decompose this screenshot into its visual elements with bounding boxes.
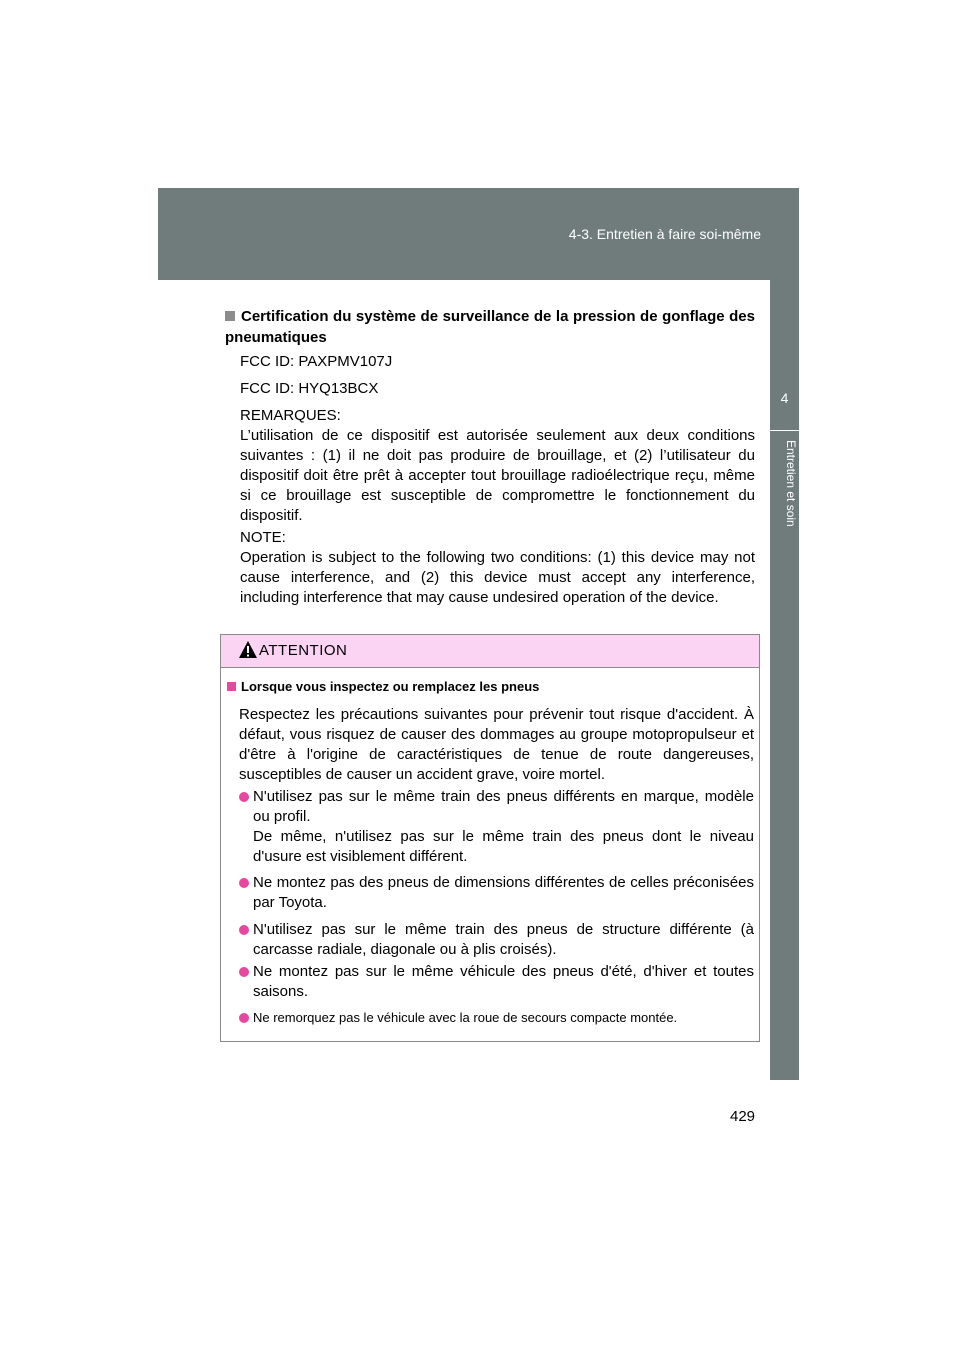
list-item bbox=[239, 873, 754, 913]
square-bullet-icon bbox=[225, 311, 235, 321]
precaution-list bbox=[239, 787, 754, 867]
remarques-label: REMARQUES: bbox=[240, 407, 341, 424]
attention-heading bbox=[227, 679, 747, 694]
bullet-dot-icon bbox=[239, 925, 249, 935]
chapter-tab-divider bbox=[770, 430, 799, 431]
precaution-list bbox=[239, 920, 754, 960]
chapter-label: Entretien et soin bbox=[784, 440, 798, 527]
attention-intro: Respectez les précautions suivantes pour prévenir tout risque d'accident. À défaut, vous risquez de causer des dommages au groupe motopropulseur et d'être à l'origine de caractéristiques de tenue de route dangereuses, susceptibles de causer un accident grave, voire mortel. bbox=[239, 706, 754, 783]
header-band bbox=[158, 188, 799, 280]
attention-title: ATTENTION bbox=[259, 642, 348, 659]
bullet-text: Ne remorquez pas le véhicule avec la roue de secours compacte montée. bbox=[253, 1010, 678, 1025]
warning-triangle-icon bbox=[238, 640, 258, 659]
attention-header bbox=[221, 635, 759, 668]
list-item bbox=[239, 1008, 754, 1028]
section-title: 4-3. Entretien à faire soi-même bbox=[568, 226, 761, 242]
list-item bbox=[239, 962, 754, 1002]
precaution-list bbox=[239, 1008, 754, 1028]
note-block bbox=[240, 528, 755, 608]
note-label: NOTE: bbox=[240, 529, 286, 546]
bullet-text: Ne montez pas des pneus de dimensions différentes de celles préconisées par Toyota. bbox=[253, 874, 754, 911]
attention-box bbox=[220, 634, 760, 1042]
bullet-text: N'utilisez pas sur le même train des pneus différents en marque, modèle ou profil. bbox=[253, 788, 754, 825]
fcc-id-1: FCC ID: PAXPMV107J bbox=[240, 353, 393, 370]
bullet-dot-icon bbox=[239, 1013, 249, 1023]
list-item bbox=[239, 920, 754, 960]
note-text: Operation is subject to the following two conditions: (1) this device may not cause interference, and (2) this device must accept any interference, including interference that may cause undesired operation of the device. bbox=[240, 549, 755, 606]
certification-heading-text: Certification du système de surveillance de la pression de gonflage des pneumatiques bbox=[225, 308, 755, 346]
attention-heading-text: Lorsque vous inspectez ou remplacez les pneus bbox=[241, 679, 540, 694]
fcc-id-2: FCC ID: HYQ13BCX bbox=[240, 380, 379, 397]
bullet-text: De même, n'utilisez pas sur le même train des pneus dont le niveau d'usure est visiblement différent. bbox=[253, 828, 754, 865]
list-item bbox=[239, 787, 754, 867]
chapter-number: 4 bbox=[780, 390, 789, 406]
certification-heading bbox=[225, 306, 755, 348]
bullet-text: Ne montez pas sur le même véhicule des pneus d'été, d'hiver et toutes saisons. bbox=[253, 963, 754, 1000]
bullet-text: N'utilisez pas sur le même train des pneus de structure différente (à carcasse radiale, diagonale ou à plis croisés). bbox=[253, 921, 754, 958]
bullet-dot-icon bbox=[239, 967, 249, 977]
bullet-dot-icon bbox=[239, 878, 249, 888]
remarques-block bbox=[240, 406, 755, 526]
bullet-dot-icon bbox=[239, 792, 249, 802]
chapter-tab bbox=[770, 280, 799, 1080]
page-number: 429 bbox=[730, 1108, 756, 1125]
precaution-list bbox=[239, 962, 754, 1002]
square-bullet-icon bbox=[227, 682, 236, 691]
remarques-text: L’utilisation de ce dispositif est autorisée seulement aux deux conditions suivantes : (1) il ne doit pas produire de brouillage, et (2) l’utilisateur du dispositif doit être prêt à accepter tout brouillage radioélectrique reçu, même si ce brouillage est susceptible de compromettre le fonctionnement du dispositif. bbox=[240, 427, 755, 524]
precaution-list bbox=[239, 873, 754, 913]
